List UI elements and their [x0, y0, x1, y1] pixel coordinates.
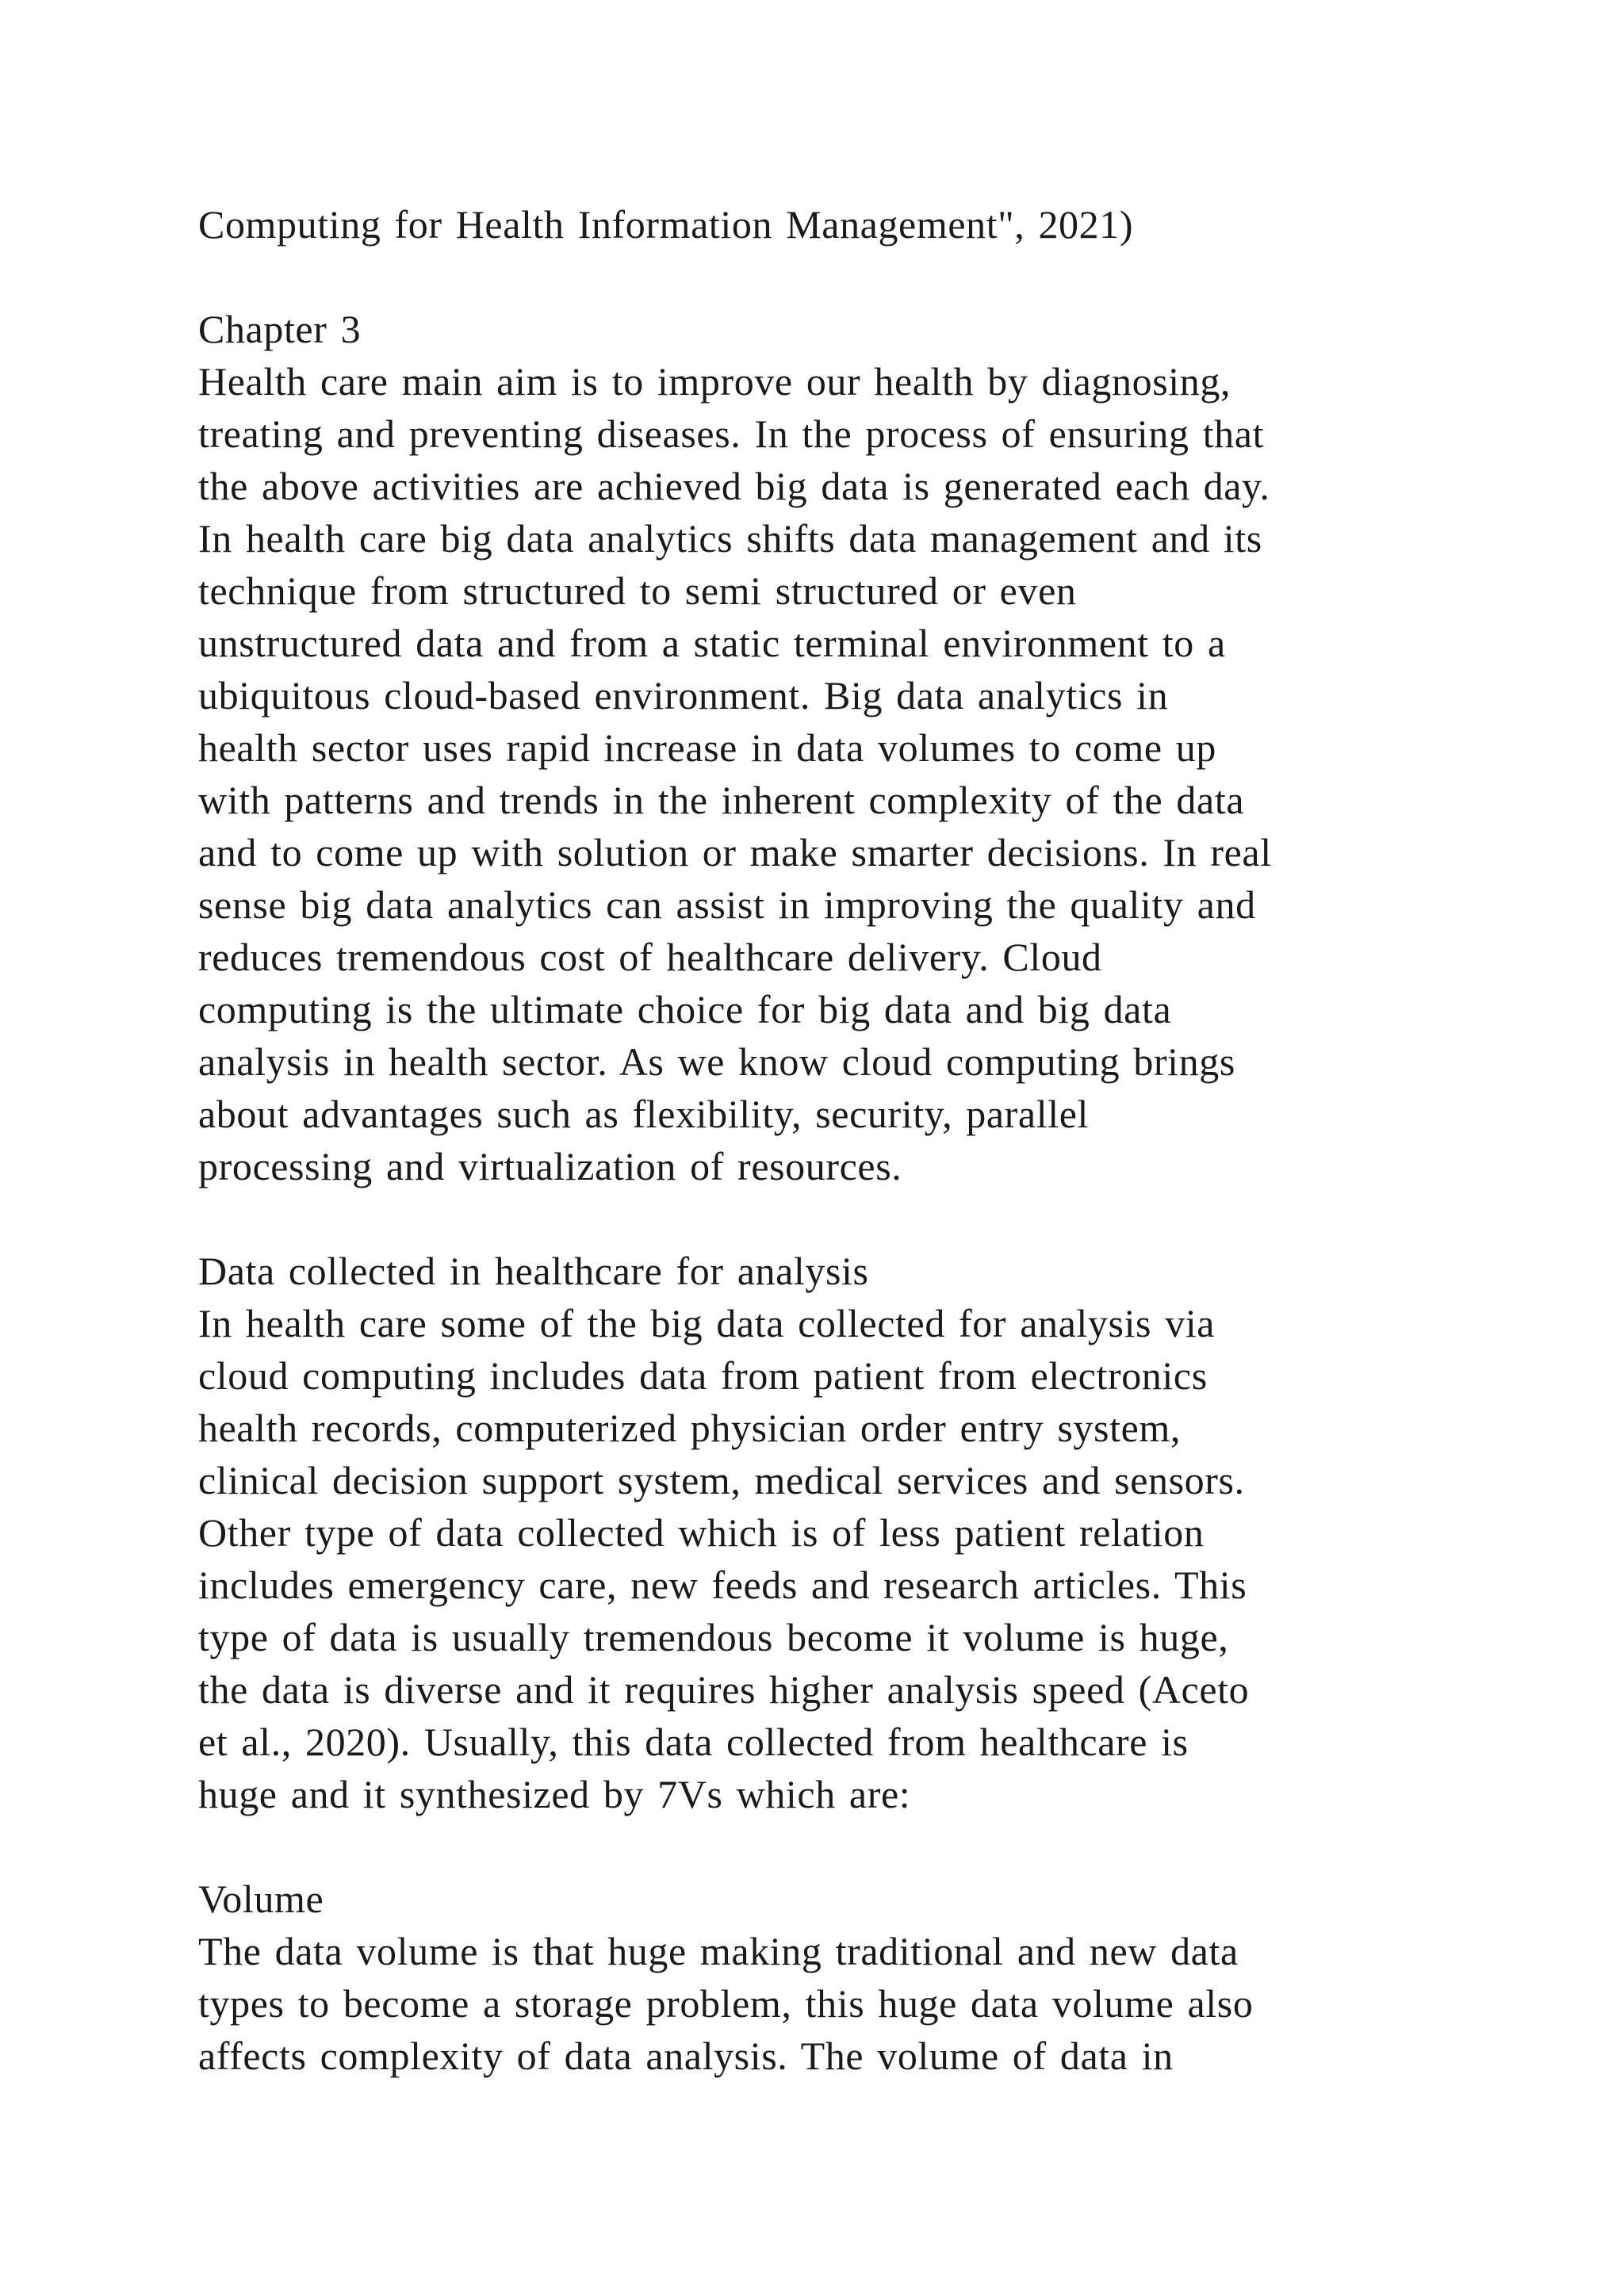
paragraph-line: type of data is usually tremendous become it volume is huge, — [198, 1615, 1229, 1659]
document-body — [198, 198, 1435, 2082]
paragraph-line: Other type of data collected which is of less patient relation — [198, 1510, 1205, 1555]
paragraph-line: the above activities are achieved big data is generated each day. — [198, 464, 1270, 508]
section-heading-volume: Volume — [198, 1877, 324, 1921]
paragraph-line: includes emergency care, new feeds and research articles. This — [198, 1563, 1247, 1607]
paragraph-line: and to come up with solution or make smarter decisions. In real — [198, 830, 1272, 874]
continuation-line: Computing for Health Information Management", 2021) — [198, 202, 1134, 247]
paragraph-line: the data is diverse and it requires higher analysis speed (Aceto — [198, 1667, 1250, 1712]
paragraph-line: computing is the ultimate choice for big data and big data — [198, 987, 1172, 1031]
paragraph-1 — [198, 355, 1435, 1192]
paragraph-line: In health care some of the big data collected for analysis via — [198, 1301, 1216, 1345]
paragraph-line: cloud computing includes data from patient from electronics — [198, 1353, 1208, 1398]
paragraph-line: technique from structured to semi structured or even — [198, 568, 1077, 613]
paragraph-line: processing and virtualization of resources. — [198, 1144, 902, 1188]
blank-line — [198, 1192, 1435, 1245]
paragraph-line: ubiquitous cloud-based environment. Big data analytics in — [198, 673, 1169, 718]
paragraph-line: types to become a storage problem, this huge data volume also — [198, 1981, 1254, 2026]
paragraph-line: affects complexity of data analysis. The volume of data in — [198, 2034, 1174, 2078]
blank-line — [198, 251, 1435, 303]
paragraph-line: Health care main aim is to improve our health by diagnosing, — [198, 359, 1231, 404]
paragraph-line: health sector uses rapid increase in data volumes to come up — [198, 725, 1216, 770]
paragraph-line: sense big data analytics can assist in improving the quality and — [198, 882, 1256, 927]
paragraph-3 — [198, 1925, 1435, 2082]
paragraph-line: reduces tremendous cost of healthcare delivery. Cloud — [198, 935, 1102, 979]
paragraph-line: clinical decision support system, medical services and sensors. — [198, 1458, 1245, 1502]
paragraph-line: unstructured data and from a static terminal environment to a — [198, 621, 1226, 665]
blank-line — [198, 1820, 1435, 1873]
paragraph-line: about advantages such as flexibility, security, parallel — [198, 1092, 1089, 1136]
paragraph-line: with patterns and trends in the inherent complexity of the data — [198, 778, 1245, 822]
section-heading-data-collected: Data collected in healthcare for analysis — [198, 1249, 869, 1293]
paragraph-2 — [198, 1297, 1435, 1820]
paragraph-line: analysis in health sector. As we know cloud computing brings — [198, 1039, 1235, 1084]
paragraph-line: health records, computerized physician order entry system, — [198, 1406, 1181, 1450]
paragraph-line: treating and preventing diseases. In the process of ensuring that — [198, 411, 1265, 456]
paragraph-line: et al., 2020). Usually, this data collected from healthcare is — [198, 1720, 1189, 1764]
paragraph-line: The data volume is that huge making traditional and new data — [198, 1929, 1239, 1973]
paragraph-line: In health care big data analytics shifts data management and its — [198, 516, 1262, 561]
chapter-heading: Chapter 3 — [198, 307, 362, 351]
paragraph-line: huge and it synthesized by 7Vs which are: — [198, 1772, 911, 1816]
